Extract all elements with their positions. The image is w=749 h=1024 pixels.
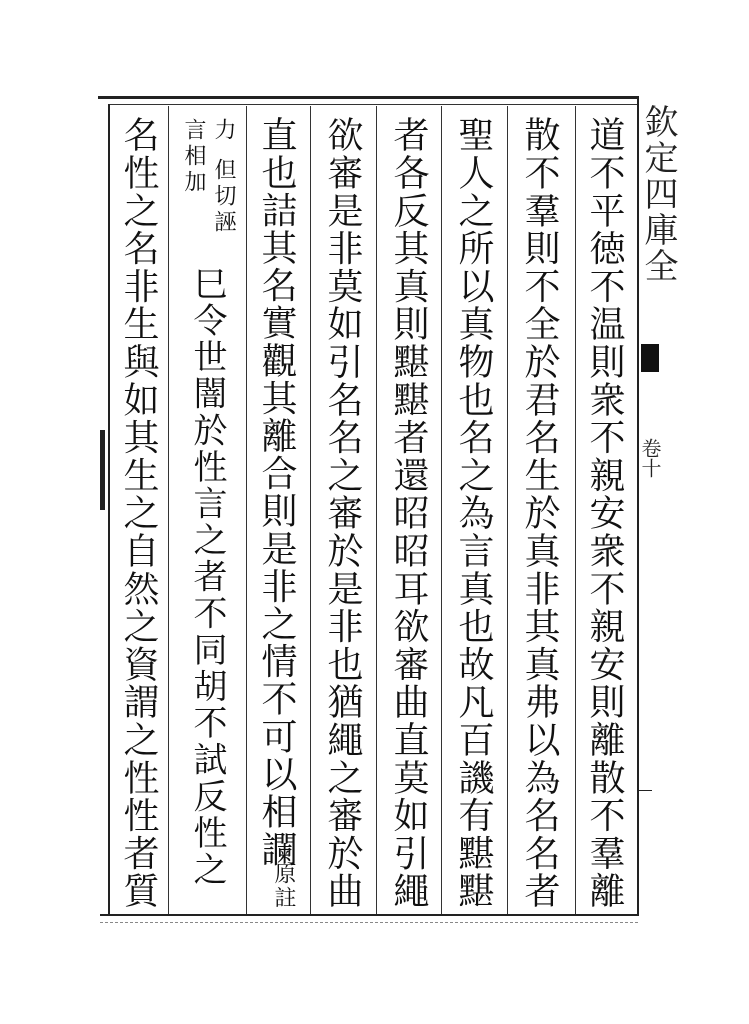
column-divider (575, 106, 576, 914)
column-divider (507, 106, 508, 914)
frame-top-inner-border (110, 104, 638, 105)
binding-mark (100, 430, 105, 510)
spine-title: 欽定四庫全 (638, 104, 678, 284)
frame-top-border (98, 96, 638, 99)
fishtail-mark (641, 344, 659, 372)
frame-bottom-border (100, 914, 638, 916)
text-column-6: 直也詰其名實觀其離合則是非之情不可以相讕 (256, 116, 297, 868)
text-column-5: 欲審是非莫如引名名之審於是非也猶繩之審於曲 (322, 116, 363, 910)
column-divider (168, 106, 169, 914)
text-column-4: 者各反其真則黮黮者還昭昭耳欲審曲直莫如引繩 (388, 116, 429, 910)
annotation-source-note: 原註 (271, 862, 296, 910)
spine-tick (638, 790, 652, 791)
column-divider (310, 106, 311, 914)
text-column-3: 聖人之所以真物也名之為言真也故凡百譏有黮黮 (453, 116, 494, 910)
frame-left-border (108, 104, 110, 914)
spine-volume: 卷十 (638, 438, 662, 478)
column-divider (441, 106, 442, 914)
text-column-8: 名性之名非生與如其生之自然之資謂之性性者質 (118, 116, 159, 910)
frame-bottom-trim (100, 922, 638, 923)
column-divider (246, 106, 247, 914)
note-head: 力 (211, 118, 236, 144)
note-left-line: 言相加 (181, 118, 206, 196)
text-column-1: 道不平徳不温則衆不親安衆不親安則離散不羣離 (584, 116, 625, 910)
text-column-2: 散不羣則不全於君名生於真非其真弗以為名名者 (519, 116, 560, 910)
column-divider (376, 106, 377, 914)
text-column-7: 巳令世闇於性言之者不同胡不試反性之 (187, 266, 227, 889)
note-right-line: 但切誣 (211, 158, 236, 236)
